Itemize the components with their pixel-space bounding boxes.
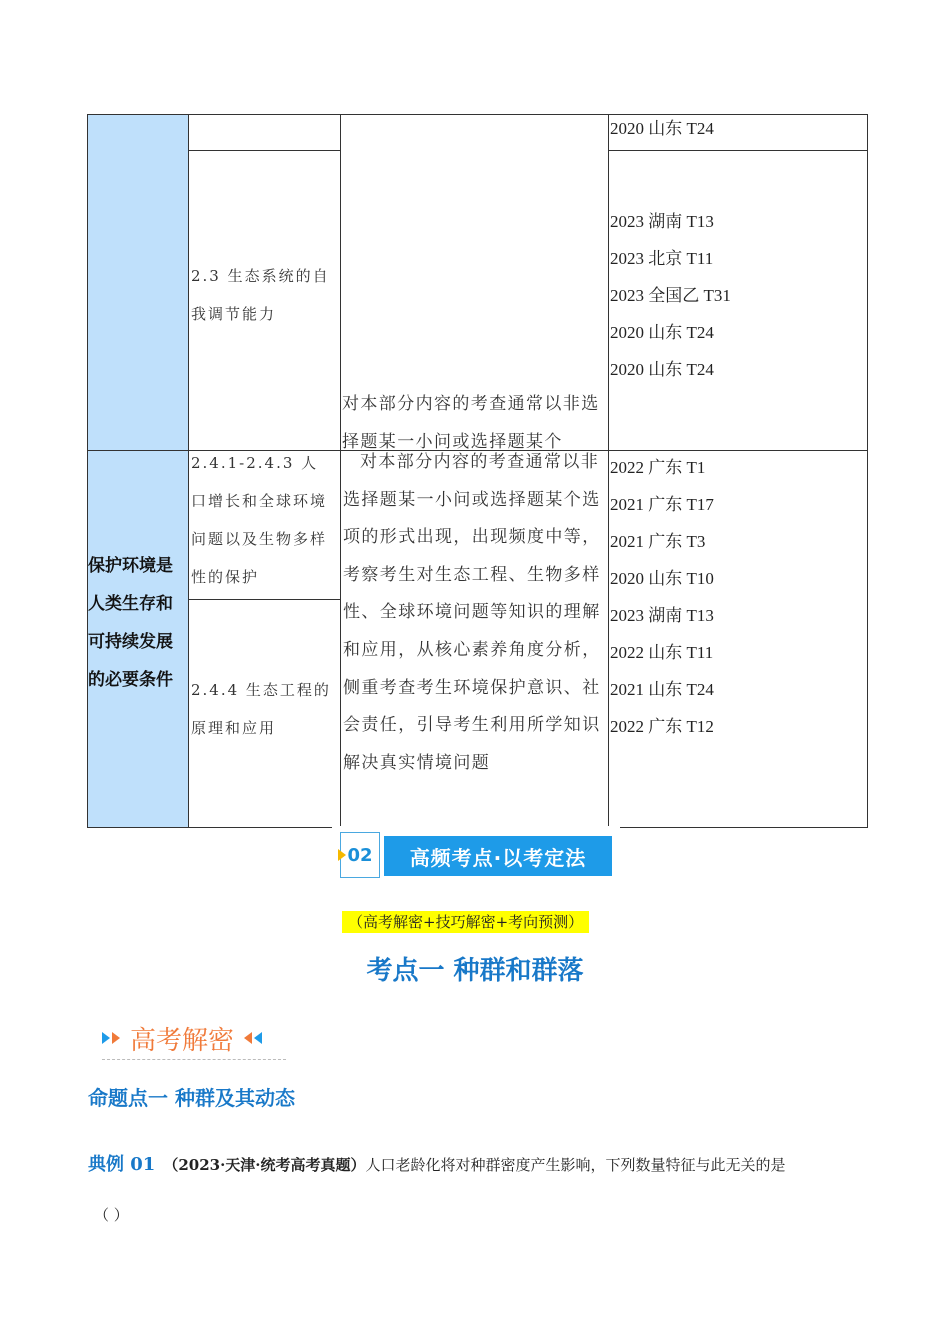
year-item: 2022 山东 T11 — [610, 643, 714, 662]
topic-2-4-4-text: 2.4.4 生态工程的原理和应用 — [191, 681, 331, 737]
year-top-0: 2020 山东 T24 — [610, 119, 714, 138]
example-01 — [88, 1150, 878, 1180]
arrow-right-icon — [102, 1032, 110, 1044]
topic-2-3-text: 2.3 生态系统的自我调节能力 — [191, 267, 330, 323]
year-item: 2021 广东 T17 — [610, 495, 714, 514]
banner-arrow-icon — [338, 849, 346, 861]
year-item: 2023 北京 T11 — [610, 249, 714, 268]
example-source: （2023·天津·统考高考真题） — [163, 1156, 366, 1174]
description-cut-text: 对本部分内容的考查通常以非选择题某一小问或选择题某个 — [342, 394, 600, 450]
description-row2-text: 对本部分内容的考查通常以非选择题某一小问或选择题某个选项的形式出现，出现频度中等，考察考生对生态工程、生物多样性、全球环境问题等知识的理解和应用，从核心素养角度分析，侧重考查考生环境保护意识、社会责任，引导考生利用所学知识解决真实情境问题 — [343, 452, 601, 773]
description-cut-clip — [342, 386, 608, 450]
kaodian-heading: 考点一 种群和群落 — [366, 956, 584, 986]
year-item: 2022 广东 T1 — [610, 458, 706, 477]
year-item: 2020 山东 T24 — [610, 360, 714, 379]
year-item: 2021 广东 T3 — [610, 532, 706, 551]
mingti-heading: 命题点一 种群及其动态 — [88, 1086, 295, 1110]
year-item: 2020 山东 T10 — [610, 569, 714, 588]
dashed-divider — [102, 1059, 286, 1060]
year-item: 2021 山东 T24 — [610, 680, 714, 699]
gaokao-label: 高考解密 — [130, 1025, 235, 1056]
years-list-row2 — [610, 449, 720, 745]
arrow-left-icon — [244, 1032, 252, 1044]
year-item: 2023 全国乙 T31 — [610, 286, 731, 305]
category-label: 保护环境是人类生存和可持续发展的必要条件 — [88, 556, 173, 690]
gaokao-label-row — [102, 1018, 262, 1058]
year-item: 2020 山东 T24 — [610, 323, 714, 342]
example-label: 典例 01 — [88, 1154, 156, 1175]
year-item: 2023 湖南 T13 — [610, 212, 714, 231]
banner-number: 02 — [340, 832, 380, 878]
arrow-left-icon — [254, 1032, 262, 1044]
topic-2-4-1-text: 2.4.1-2.4.3 人口增长和全球环境问题以及生物多样性的保护 — [191, 454, 328, 586]
years-list-row1 — [610, 203, 731, 388]
category-column-top — [87, 114, 189, 451]
section-banner — [340, 832, 612, 880]
banner-title: 高频考点·以考定法 — [384, 836, 612, 876]
example-text: 人口老龄化将对种群密度产生影响，下列数量特征与此无关的是 — [365, 1156, 786, 1174]
answer-parentheses: （ ） — [94, 1206, 129, 1224]
year-item: 2023 湖南 T13 — [610, 606, 714, 625]
section-subtitle: （高考解密+技巧解密+考向预测） — [342, 911, 589, 933]
arrow-right-icon — [112, 1032, 120, 1044]
year-item: 2022 广东 T12 — [610, 717, 714, 736]
topic-cell-empty — [188, 114, 341, 151]
